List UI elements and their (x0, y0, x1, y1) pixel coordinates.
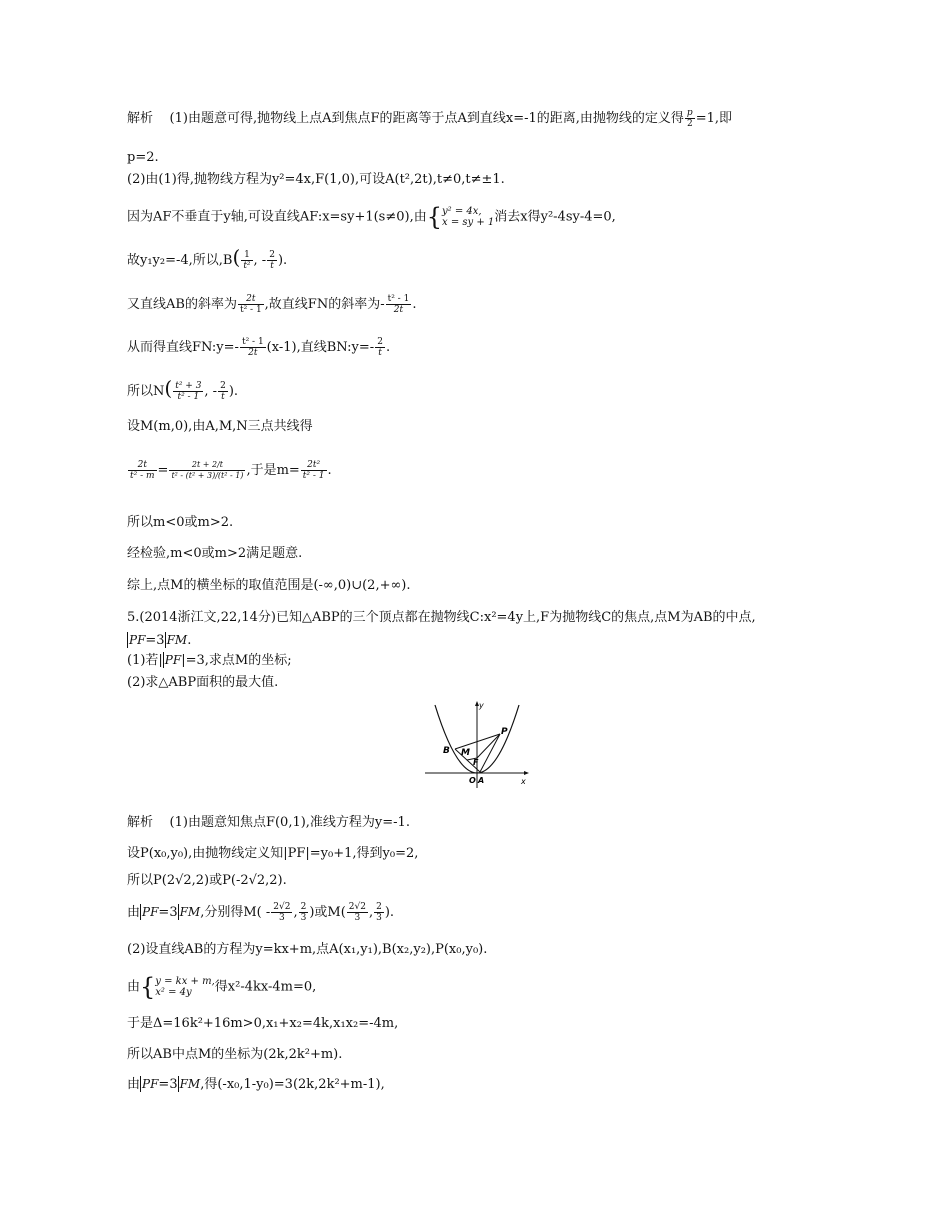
text: =3 (158, 1077, 178, 1092)
text: (1)由题意知焦点F(0,1),准线方程为y=-1. (169, 815, 410, 830)
text: =3 (145, 633, 165, 648)
analysis-line-3: (2)由(1)得,抛物线方程为y²=4x,F(1,0),可设A(t²,2t),t≠0,t≠±1. (127, 172, 505, 187)
vector: PF (142, 905, 159, 919)
analysis-2-line-5: (2)设直线AB的方程为y=kx+m,点A(x₁,y₁),B(x₂,y₂),P(x₀,y₀). (127, 942, 488, 957)
fraction: $\frac{2√2}{3}$ (348, 902, 366, 923)
vector: PF (164, 653, 182, 667)
text: 所以N (127, 384, 165, 399)
problem-5-line-2 (127, 632, 191, 649)
brace: { (426, 203, 443, 231)
analysis-2-line-2: 设P(x₀,y₀),由抛物线定义知|PF|=y₀+1,得到y₀=2, (127, 846, 419, 861)
text: )或M( (309, 905, 346, 920)
vector: FM (179, 905, 201, 919)
fraction: $\frac{\text{t² - 1}}{2t}$ (387, 294, 410, 315)
label-M: M (461, 748, 470, 758)
problem-5-question-2: (2)求△ABP面积的最大值. (127, 675, 279, 690)
text: 因为AF不垂直于y轴,可设直线AF:x=sy+1(s≠0),由 (127, 209, 427, 225)
problem-5-line-1: 5.(2014浙江文,22,14分)已知△ABP的三个顶点都在抛物线C:x²=4y上,F为抛物线C的焦点,点M为AB的中点, (127, 610, 756, 625)
text: = (157, 463, 169, 478)
text: 又直线AB的斜率为 (127, 297, 237, 312)
analysis-2-line-1 (127, 815, 410, 831)
text: 消去x得y²-4sy-4=0, (494, 209, 616, 225)
text: (1)由题意可得,抛物线上点A到焦点F的距离等于点A到直线x=-1的距离,由抛物线的定义得 (169, 111, 684, 126)
text: , - (204, 384, 218, 399)
analysis-line-7 (127, 337, 390, 358)
analysis-2-line-3: 所以P(2√2,2)或P(-2√2,2). (127, 873, 287, 888)
text: ). (228, 384, 239, 399)
fraction: $\frac{2}{3}$ (300, 902, 307, 923)
fraction: $\frac{2}{t}$ (377, 337, 383, 358)
text: (1)若| (127, 653, 163, 668)
vector: PF (142, 1077, 159, 1091)
text: 由 (127, 905, 141, 920)
label-x: x (521, 777, 526, 786)
text: 故y₁y₂=-4,所以,B (127, 253, 233, 268)
analysis-label: 解析 (127, 815, 154, 830)
label-F: F (473, 758, 479, 767)
fraction: $\frac{2t}{\text{t² - 1}}$ (239, 294, 262, 315)
analysis-line-4 (127, 205, 616, 229)
problem-5-question-1 (127, 652, 292, 669)
parabola-figure (425, 700, 530, 790)
label-P: P (501, 727, 508, 737)
fraction: $\frac{2}{t}$ (269, 250, 275, 271)
fraction: $\frac{2}{3}$ (376, 902, 382, 923)
text: 从而得直线FN:y=- (127, 340, 239, 355)
analysis-line-1 (127, 108, 732, 129)
analysis-label: 解析 (127, 111, 154, 126)
fraction: $\frac{2}{t}$ (220, 381, 226, 402)
text: . (412, 297, 417, 312)
analysis-line-2: p=2. (127, 150, 159, 165)
text: 由 (127, 1077, 141, 1092)
text: 得x²-4kx-4m=0, (214, 979, 317, 995)
text: ). (384, 905, 395, 920)
fraction: $\frac{\text{t² - 1}}{2t}$ (241, 337, 264, 358)
text: =3 (158, 905, 178, 920)
analysis-2-line-7: 于是Δ=16k²+16m>0,x₁+x₂=4k,x₁x₂=-4m, (127, 1016, 399, 1031)
x-axis-arrow (524, 771, 529, 775)
fraction: $\frac{1}{\text{t²}}$ (243, 250, 251, 271)
text: , - (253, 253, 267, 268)
analysis-line-8: 所以N( $\frac{\text{t² + 3}}{\text{t² - 1}}$ , - $\frac{2}{t}$ ). (127, 376, 239, 402)
label-A: A (478, 776, 485, 785)
analysis-line-10 (127, 460, 332, 481)
text: . (385, 340, 391, 355)
text: |=3,求点M的坐标; (181, 653, 292, 668)
text: ,分别得M( - (200, 905, 271, 920)
brace: { (140, 973, 156, 1001)
analysis-line-12: 经检验,m<0或m>2满足题意. (127, 546, 303, 561)
analysis-2-line-6 (127, 975, 316, 999)
text: ,得(-x₀,1-y₀)=3(2k,2k²+m-1), (200, 1077, 385, 1092)
text: . (327, 463, 332, 478)
analysis-line-5: 故y₁y₂=-4,所以,B( $\frac{1}{\text{t²}}$ , - $\frac{2}{t}$ ). (127, 245, 288, 271)
label-y: y (479, 701, 484, 710)
vector: PF (129, 633, 146, 647)
analysis-line-13: 综上,点M的横坐标的取值范围是(-∞,0)∪(2,+∞). (127, 578, 411, 593)
vector: FM (179, 1077, 201, 1091)
text: ). (277, 253, 288, 268)
fraction: $\frac{p}{2}$ (686, 108, 693, 129)
text: ,于是m= (246, 463, 300, 478)
analysis-2-line-8: 所以AB中点M的坐标为(2k,2k²+m). (127, 1047, 343, 1062)
label-B: B (443, 746, 450, 756)
analysis-2-line-9 (127, 1076, 385, 1093)
equation-system: y = kx + m, x² = 4y (155, 976, 215, 998)
text: =1,即 (695, 111, 732, 126)
vector: FM (166, 633, 188, 647)
text: . (187, 633, 192, 648)
analysis-line-6 (127, 294, 416, 315)
analysis-line-11: 所以m<0或m>2. (127, 515, 234, 530)
equation-system: y² = 4x, x = sy + 1 (442, 206, 495, 228)
analysis-2-line-4: 由 PF=3 FM,分别得M( - $\frac{2√2}{3}$ , $\frac{2}{3}$ )或M( $\frac{2√2}{3}$ , $\frac{2}{3}$ ). (127, 902, 395, 923)
text: 由 (127, 979, 141, 995)
fraction: $\frac{2√2}{3}$ (273, 902, 291, 923)
fraction: $\frac{2t}{\text{t² - m}}$ (130, 460, 155, 481)
fraction: $\frac{\text{t² + 3}}{\text{t² - 1}}$ (175, 381, 202, 402)
label-O: O (469, 776, 476, 785)
fraction: $\frac{2t + 2/t}{\text{t² - (t² + 3)/(t² - 1)}}$ (171, 460, 244, 480)
analysis-line-9: 设M(m,0),由A,M,N三点共线得 (127, 419, 313, 434)
text: ,故直线FN的斜率为- (264, 297, 385, 312)
text: (x-1),直线BN:y=- (266, 340, 375, 355)
fraction: $\frac{\text{2t²}}{\text{t² - 1}}$ (302, 460, 325, 481)
